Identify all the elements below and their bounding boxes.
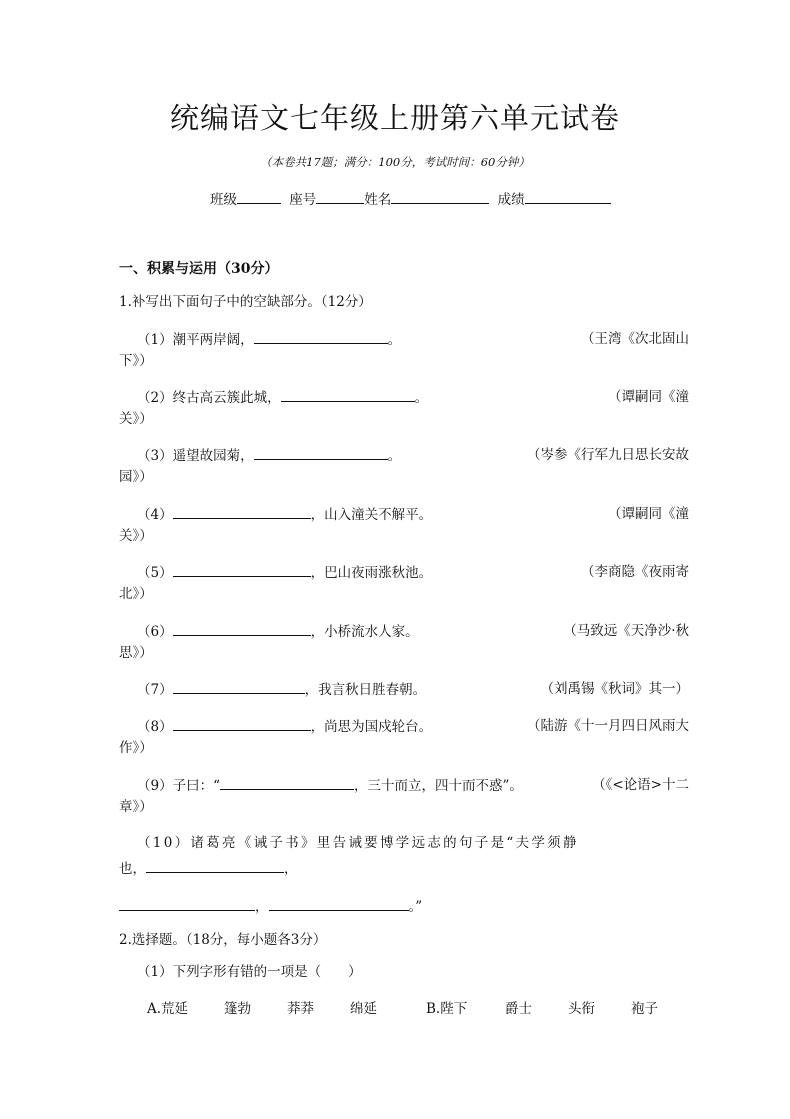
item-text-after: 。 xyxy=(387,332,402,348)
answer-blank[interactable] xyxy=(119,895,255,911)
item-number: （5） xyxy=(137,565,173,581)
exam-title: 统编语文七年级上册第六单元试卷 xyxy=(169,101,620,135)
answer-blank[interactable] xyxy=(254,444,388,460)
item-text-before: 终古高云簇此城， xyxy=(172,390,281,406)
name-label: 姓名 xyxy=(364,192,392,208)
item-source: （陆游《十一月四日风雨大 xyxy=(527,718,689,734)
item-text-after: ，山入潼关不解平。 xyxy=(310,507,433,523)
answer-blank[interactable] xyxy=(173,678,305,694)
item-text-after: 。 xyxy=(414,390,429,406)
student-info-line xyxy=(210,188,611,208)
question-2-stem: 2.选择题。（18分，每小题各3分） xyxy=(119,932,327,948)
item-number: （2） xyxy=(137,390,173,406)
question-2-sub-1-stem: （1）下列字形有错的一项是（ ） xyxy=(137,964,362,980)
option-b-label[interactable]: B.陛下 xyxy=(426,1001,468,1017)
item-text-after: ，巴山夜雨涨秋池。 xyxy=(310,565,433,581)
item-source-continued: 思》） xyxy=(119,645,153,661)
item-number: （9） xyxy=(137,778,173,794)
question-1-item-9 xyxy=(119,774,689,797)
item-source: （马致远《天净沙·秋 xyxy=(563,623,689,639)
item-text-after: ，尚思为国戍轮台。 xyxy=(310,719,433,735)
question-1-item-5 xyxy=(119,561,689,584)
answer-blank[interactable] xyxy=(173,503,311,519)
option-a-label[interactable]: A.荒延 xyxy=(147,1001,189,1017)
item-source: （王湾《次北固山 xyxy=(581,331,689,347)
item-text-before: 潮平两岸阔， xyxy=(172,332,254,348)
item-source-continued: 关》） xyxy=(119,411,153,427)
section-heading: 一、积累与运用（30分） xyxy=(119,261,279,277)
item-source: （谭嗣同《潼 xyxy=(608,389,689,405)
item-text-before: 子曰：“ xyxy=(172,778,220,794)
item-text-after: ，三十而立，四十而不惑”。 xyxy=(354,778,523,794)
item-number: （8） xyxy=(137,719,173,735)
item-number: （7） xyxy=(137,682,173,698)
answer-blank[interactable] xyxy=(254,328,388,344)
item-text-end: 。” xyxy=(408,899,423,915)
option-b-word: 爵士 xyxy=(505,1001,532,1017)
item-number: （4） xyxy=(137,507,173,523)
option-a-word: 篷勃 xyxy=(224,1001,251,1017)
class-blank[interactable] xyxy=(237,189,281,204)
question-1-item-8 xyxy=(119,715,689,738)
question-1-item-1 xyxy=(119,328,689,351)
item-source-continued: 园》） xyxy=(119,469,153,485)
question-1-item-10: （10）诸葛亮《诫子书》里告诫要博学远志的句子是“夫学须静 xyxy=(137,835,579,851)
answer-blank[interactable] xyxy=(281,386,415,402)
answer-blank[interactable] xyxy=(173,715,311,731)
score-blank[interactable] xyxy=(525,189,611,204)
seat-label: 座号 xyxy=(289,192,317,208)
option-b-word: 袍子 xyxy=(631,1001,658,1017)
item-text-after: 。 xyxy=(387,448,402,464)
class-label: 班级 xyxy=(210,192,237,208)
item-text-after: ， xyxy=(284,861,298,877)
item-text-before: 遥望故园菊， xyxy=(172,448,254,464)
item-number: （6） xyxy=(137,624,173,640)
answer-blank[interactable] xyxy=(220,774,354,790)
score-label: 成绩 xyxy=(497,192,525,208)
question-1-item-7 xyxy=(119,678,689,701)
item-text-mid: ， xyxy=(255,899,269,915)
item-source-continued: 章》） xyxy=(119,799,153,815)
name-blank[interactable] xyxy=(391,189,489,204)
answer-blank[interactable] xyxy=(173,561,311,577)
item-source: （谭嗣同《潼 xyxy=(608,506,689,522)
option-b-word: 头衔 xyxy=(568,1001,595,1017)
question-1-item-10-line-2 xyxy=(119,857,671,880)
item-source: （李商隐《夜雨寄 xyxy=(581,564,689,580)
item-source: （刘禹锡《秋词》其一） xyxy=(540,681,689,697)
item-source-continued: 下》） xyxy=(119,353,153,369)
answer-blank[interactable] xyxy=(146,857,284,873)
item-source-continued: 关》） xyxy=(119,528,153,544)
item-text-before: 也， xyxy=(119,861,146,877)
question-1-item-10-line-3 xyxy=(119,895,671,918)
item-source-continued: 作》） xyxy=(119,740,153,756)
item-source: （岑参《行军九日思长安故 xyxy=(527,447,689,463)
exam-subtitle: （本卷共17题；满分：100分，考试时间：60分钟） xyxy=(260,155,530,169)
seat-blank[interactable] xyxy=(316,189,364,204)
question-1-stem: 1.补写出下面句子中的空缺部分。（12分） xyxy=(119,294,372,310)
item-source: （《<论语>十二 xyxy=(592,777,689,793)
answer-blank[interactable] xyxy=(173,620,311,636)
question-1-item-3 xyxy=(119,444,689,467)
option-a-word: 莽莽 xyxy=(287,1001,314,1017)
question-1-item-4 xyxy=(119,503,689,526)
item-number: （3） xyxy=(137,448,173,464)
item-text-after: ，我言秋日胜春朝。 xyxy=(304,682,427,698)
question-1-item-2 xyxy=(119,386,689,409)
item-number: （1） xyxy=(137,332,173,348)
answer-blank[interactable] xyxy=(269,895,409,911)
item-source-continued: 北》） xyxy=(119,586,153,602)
question-1-item-6 xyxy=(119,620,689,643)
option-a-word: 绵延 xyxy=(350,1001,377,1017)
item-text-after: ，小桥流水人家。 xyxy=(310,624,419,640)
